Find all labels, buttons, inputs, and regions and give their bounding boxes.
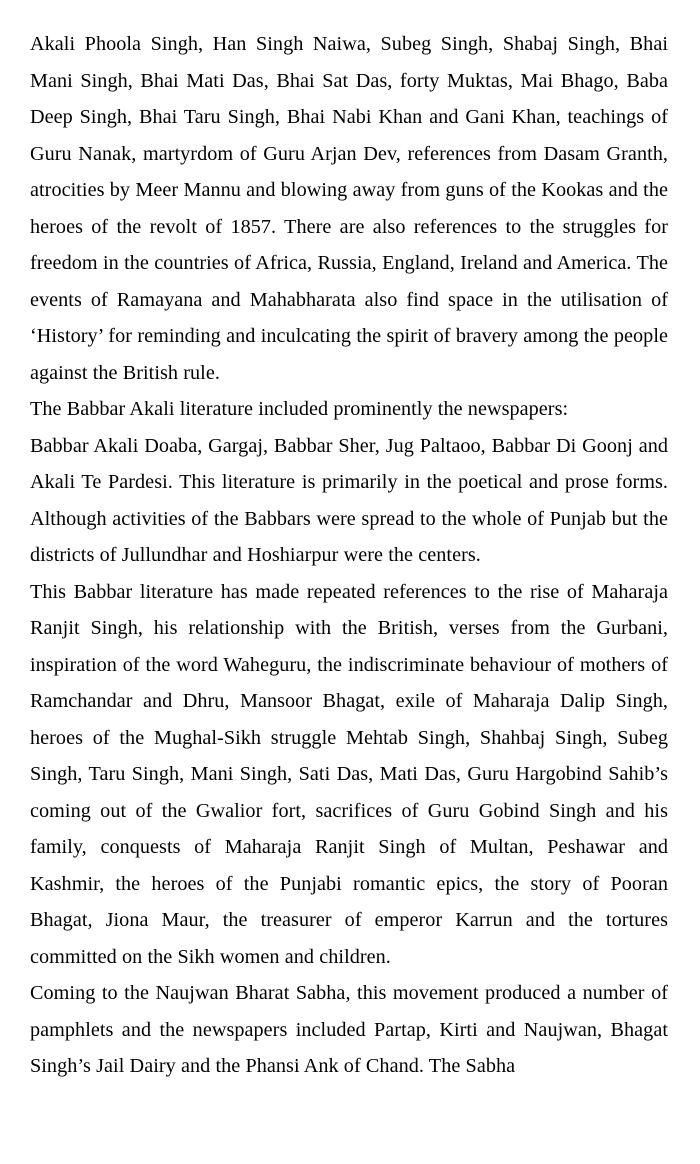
paragraph-naujwan-bharat-sabha: Coming to the Naujwan Bharat Sabha, this movement produced a number of pamphlets and the newspapers included Partap, Kirti and Naujwan, Bhagat Singh’s Jail Dairy and the Phansi Ank of Chand. The Sabha [30, 982, 668, 1077]
paragraph-babbar-newspapers-list: Babbar Akali Doaba, Gargaj, Babbar Sher, Jug Paltaoo, Babbar Di Goonj and Akali Te Pardesi. This literature is primarily in the poetical and prose forms. Although activities of the Babbars were spread to the whole of Punjab but the districts of Jullundhar and Hoshiarpur were the centers. [30, 434, 668, 566]
paragraph-babbar-newspapers-intro: The Babbar Akali literature included prominently the newspapers: [30, 398, 569, 420]
paragraph-babbar-references: This Babbar literature has made repeated references to the rise of Maharaja Ranjit Singh, his relationship with the British, verses from the Gurbani, inspiration of the word Waheguru, the indiscriminate behaviour of mothers of Ramchandar and Dhru, Mansoor Bhagat, exile of Maharaja Dalip Singh, heroes of the Mughal-Sikh struggle Mehtab Singh, Shahbaj Singh, Subeg Singh, Taru Singh, Mani Singh, Sati Das, Mati Das, Guru Hargobind Sahib’s coming out of the Gwalior fort, sacrifices of Guru Gobind Singh and his family, conquests of Maharaja Ranjit Singh of Multan, Peshawar and Kashmir, the heroes of the Punjabi romantic epics, the story of Pooran Bhagat, Jiona Maur, the treasurer of emperor Karrun and the tortures committed on the Sikh women and children. [30, 580, 668, 968]
paragraph-sources-of-inspiration: Akali Phoola Singh, Han Singh Naiwa, Subeg Singh, Shabaj Singh, Bhai Mani Singh, Bhai Mati Das, Bhai Sat Das, forty Muktas, Mai Bhago, Baba Deep Singh, Bhai Taru Singh, Bhai Nabi Khan and Gani Khan, teachings of Guru Nanak, martyrdom of Guru Arjan Dev, references from Dasam Granth, atrocities by Meer Mannu and blowing away from guns of the Kookas and the heroes of the revolt of 1857. There are also references to the struggles for freedom in the countries of Africa, Russia, England, Ireland and America. The events of Ramayana and Mahabharata also find space in the utilisation of ‘History’ for reminding and inculcating the spirit of bravery among the people against the British rule. [30, 33, 668, 384]
